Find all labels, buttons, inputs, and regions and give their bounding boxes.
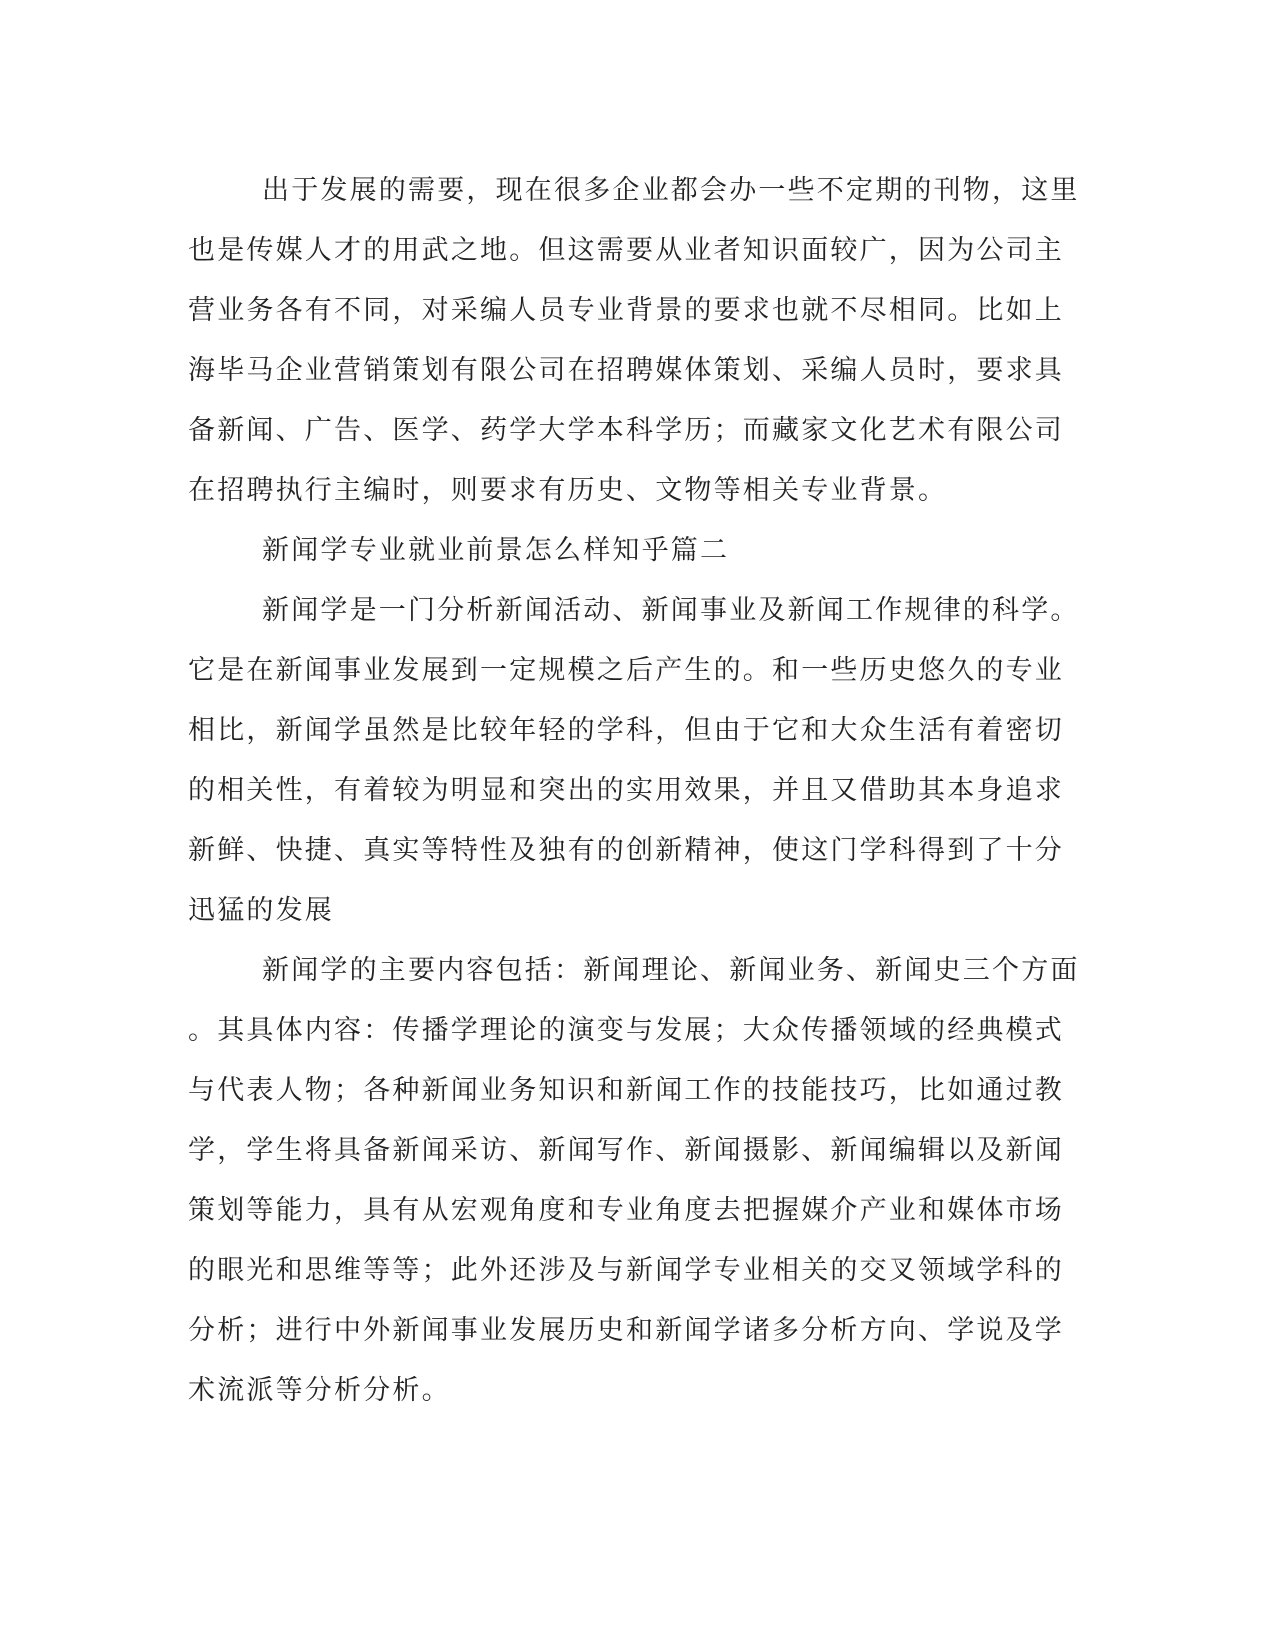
paragraph-3-line-3: 与代表人物；各种新闻业务知识和新闻工作的技能技巧，比如通过教 [188, 1075, 1064, 1106]
paragraph-2-line-1: 新闻学是一门分析新闻活动、新闻事业及新闻工作规律的科学。 [262, 595, 1080, 626]
document-body [188, 161, 1080, 1421]
paragraph-2-line-2: 它是在新闻事业发展到一定规模之后产生的。和一些历史悠久的专业 [188, 655, 1064, 686]
paragraph-1-line-3: 营业务各有不同，对采编人员专业背景的要求也就不尽相同。比如上 [188, 295, 1064, 326]
section-heading: 新闻学专业就业前景怎么样知乎篇二 [262, 535, 730, 566]
paragraph-3-line-1: 新闻学的主要内容包括：新闻理论、新闻业务、新闻史三个方面 [262, 955, 1080, 986]
paragraph-2-line-6: 迅猛的发展 [188, 895, 334, 926]
paragraph-3-line-8: 术流派等分析分析。 [188, 1375, 451, 1406]
paragraph-3-line-7: 分析；进行中外新闻事业发展历史和新闻学诸多分析方向、学说及学 [188, 1315, 1064, 1346]
paragraph-1-line-2: 也是传媒人才的用武之地。但这需要从业者知识面较广，因为公司主 [188, 235, 1064, 266]
paragraph-1-line-4: 海毕马企业营销策划有限公司在招聘媒体策划、采编人员时，要求具 [188, 355, 1064, 386]
paragraph-1-line-1: 出于发展的需要，现在很多企业都会办一些不定期的刊物，这里 [262, 175, 1080, 206]
paragraph-2-line-4: 的相关性，有着较为明显和突出的实用效果，并且又借助其本身追求 [188, 775, 1064, 806]
paragraph-1-line-6: 在招聘执行主编时，则要求有历史、文物等相关专业背景。 [188, 475, 948, 506]
paragraph-3-line-4: 学，学生将具备新闻采访、新闻写作、新闻摄影、新闻编辑以及新闻 [188, 1135, 1064, 1166]
paragraph-3-line-5: 策划等能力，具有从宏观角度和专业角度去把握媒介产业和媒体市场 [188, 1195, 1064, 1226]
paragraph-3-line-6: 的眼光和思维等等；此外还涉及与新闻学专业相关的交叉领域学科的 [188, 1255, 1064, 1286]
paragraph-2-line-5: 新鲜、快捷、真实等特性及独有的创新精神，使这门学科得到了十分 [188, 835, 1064, 866]
paragraph-3-line-2: 。其具体内容：传播学理论的演变与发展；大众传播领域的经典模式 [188, 1015, 1064, 1046]
paragraph-2-line-3: 相比，新闻学虽然是比较年轻的学科，但由于它和大众生活有着密切 [188, 715, 1064, 746]
paragraph-1-line-5: 备新闻、广告、医学、药学大学本科学历；而藏家文化艺术有限公司 [188, 415, 1064, 446]
